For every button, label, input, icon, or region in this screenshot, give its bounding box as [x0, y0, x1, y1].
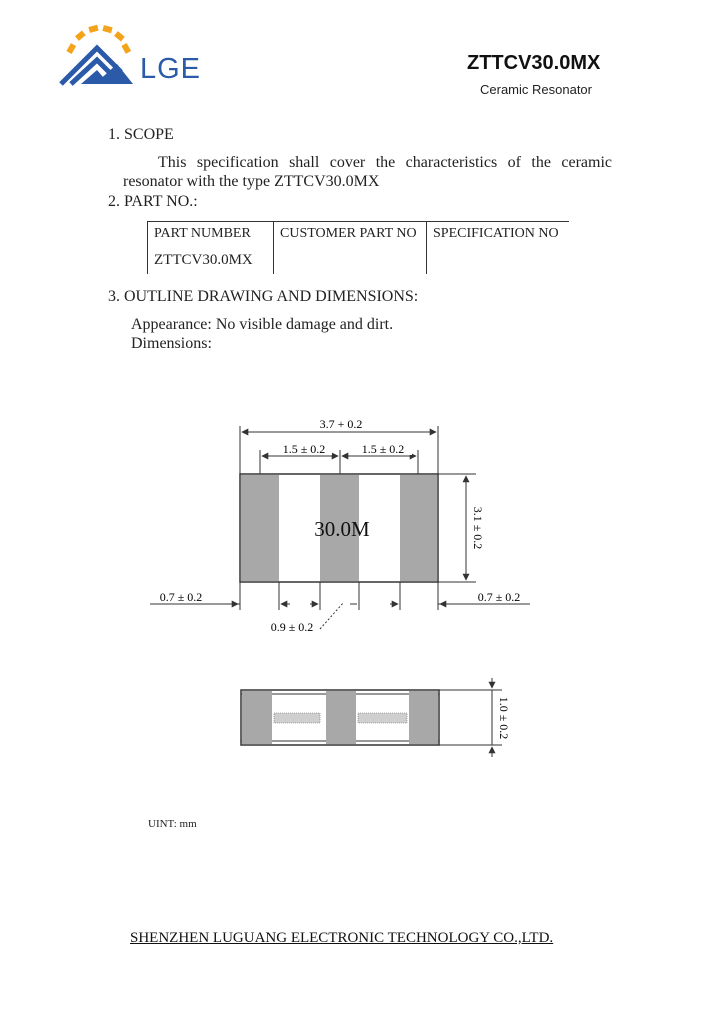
section-outline-heading: 3. OUTLINE DRAWING AND DIMENSIONS:	[108, 288, 419, 305]
table-row	[148, 248, 570, 274]
logo-icon	[55, 18, 135, 93]
appearance-text: Appearance: No visible damage and dirt.	[131, 316, 394, 333]
right-electrode-label: 0.7 ± 0.2	[477, 590, 521, 604]
cell-part-number: ZTTCV30.0MX	[148, 248, 274, 274]
side-ceramic-right	[358, 713, 407, 723]
left-electrode	[241, 475, 279, 581]
header-customer-part-no: CUSTOMER PART NO	[274, 222, 427, 249]
cell-specification-no	[427, 248, 570, 274]
overall-width-label: 3.7 + 0.2	[319, 417, 363, 431]
left-electrode-label: 0.7 ± 0.2	[159, 590, 203, 604]
side-ceramic-left	[274, 713, 320, 723]
header-part-number: PART NUMBER	[148, 222, 274, 249]
company-footer: SHENZHEN LUGUANG ELECTRONIC TECHNOLOGY CO.,LTD.	[130, 930, 554, 946]
resonator-marking: 30.0M	[314, 517, 370, 541]
top-view-drawing	[140, 410, 560, 640]
scope-text-line2: resonator with the type ZTTCV30.0MX	[123, 173, 380, 190]
logo-text: LGE	[140, 53, 202, 85]
section-scope-heading: 1. SCOPE	[108, 126, 174, 143]
height-label: 3.1 ± 0.2	[471, 506, 485, 550]
center-electrode-label: 0.9 ± 0.2	[270, 620, 314, 634]
side-center-electrode	[326, 691, 356, 744]
pitch-right-label: 1.5 ± 0.2	[361, 442, 405, 456]
right-electrode	[400, 475, 437, 581]
scope-text-line1: This specification shall cover the characteristics of the ceramic	[158, 154, 612, 171]
side-view-drawing	[230, 672, 520, 762]
product-subtitle: Ceramic Resonator	[480, 82, 592, 97]
cell-customer-part-no	[274, 248, 427, 274]
dimensions-label: Dimensions:	[131, 335, 212, 352]
pitch-left-label: 1.5 ± 0.2	[282, 442, 326, 456]
side-right-electrode	[409, 691, 438, 744]
model-title: ZTTCV30.0MX	[467, 52, 601, 74]
thickness-label: 1.0 ± 0.2	[497, 696, 511, 740]
table-header-row	[148, 222, 570, 249]
unit-note: UINT: mm	[148, 818, 197, 830]
header-specification-no: SPECIFICATION NO	[427, 222, 570, 249]
side-left-electrode	[242, 691, 272, 744]
section-part-no-heading: 2. PART NO.:	[108, 193, 198, 210]
part-number-table	[147, 221, 569, 274]
